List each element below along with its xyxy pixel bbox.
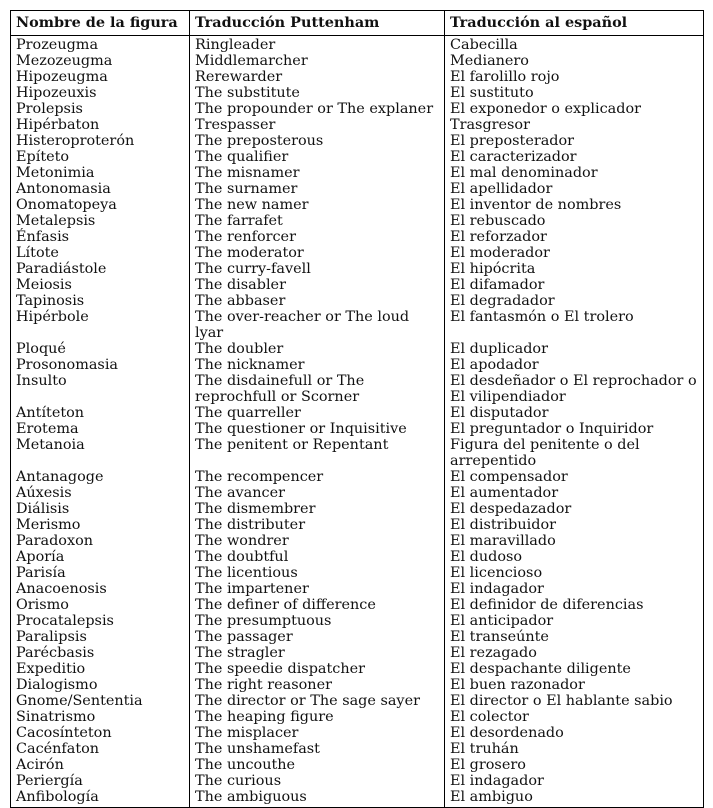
table-row [11,549,704,565]
figure-name-cell: Histeroproterón [11,133,190,149]
puttenham-cell: The uncouthe [190,757,445,773]
puttenham-cell: The distributer [190,517,445,533]
spanish-cell: El ambiguo [445,789,704,808]
spanish-cell: El preposterador [445,133,704,149]
puttenham-cell: The ambiguous [190,789,445,808]
figure-name-cell: Cacosínteton [11,725,190,741]
spanish-cell: El dudoso [445,549,704,565]
puttenham-cell: The right reasoner [190,677,445,693]
puttenham-cell: The disabler [190,277,445,293]
table-row [11,469,704,485]
puttenham-cell: The definer of difference [190,597,445,613]
spanish-cell: El desordenado [445,725,704,741]
puttenham-cell: The director or The sage sayer [190,693,445,709]
puttenham-cell: Middlemarcher [190,53,445,69]
figure-name-cell: Aúxesis [11,485,190,501]
puttenham-cell: The renforcer [190,229,445,245]
table-row [11,693,704,709]
puttenham-cell: The farrafet [190,213,445,229]
spanish-cell: El transeúnte [445,629,704,645]
table-row [11,309,704,341]
spanish-cell: El indagador [445,581,704,597]
figure-name-cell: Anfibología [11,789,190,808]
spanish-cell: El rebuscado [445,213,704,229]
figure-name-cell: Hipozeuxis [11,85,190,101]
puttenham-cell: The unshamefast [190,741,445,757]
spanish-cell: El apellidador [445,181,704,197]
table-row [11,357,704,373]
figure-name-cell: Diálisis [11,501,190,517]
figure-name-cell: Sinatrismo [11,709,190,725]
figure-name-cell: Procatalepsis [11,613,190,629]
puttenham-cell: The doubtful [190,549,445,565]
figure-name-cell: Merismo [11,517,190,533]
spanish-cell: El degradador [445,293,704,309]
table-row [11,629,704,645]
figure-name-cell: Expeditio [11,661,190,677]
table-row [11,677,704,693]
table-row [11,757,704,773]
spanish-cell: El reforzador [445,229,704,245]
puttenham-cell: The questioner or Inquisitive [190,421,445,437]
puttenham-cell: The heaping figure [190,709,445,725]
puttenham-cell: The propounder or The explaner [190,101,445,117]
spanish-cell: El difamador [445,277,704,293]
figure-name-cell: Orismo [11,597,190,613]
puttenham-cell: The abbaser [190,293,445,309]
puttenham-cell: The moderator [190,245,445,261]
table-row [11,53,704,69]
puttenham-cell: The substitute [190,85,445,101]
figure-name-cell: Metanoia [11,437,190,469]
spanish-cell: El disputador [445,405,704,421]
puttenham-cell: The curry-favell [190,261,445,277]
spanish-cell: El preguntador o Inquiridor [445,421,704,437]
table-row [11,725,704,741]
puttenham-cell: Rerewarder [190,69,445,85]
table-row [11,149,704,165]
figure-name-cell: Paradiástole [11,261,190,277]
figure-name-cell: Onomatopeya [11,197,190,213]
spanish-cell: El despedazador [445,501,704,517]
table-row [11,245,704,261]
header-figure-name: Nombre de la figura [11,11,190,36]
puttenham-cell: The wondrer [190,533,445,549]
table-row [11,181,704,197]
spanish-cell: Figura del penitente o del arrepentido [445,437,704,469]
table-row [11,501,704,517]
puttenham-cell: The penitent or Repentant [190,437,445,469]
header-spanish-translation: Traducción al español [445,11,704,36]
figure-name-cell: Paralipsis [11,629,190,645]
figure-name-cell: Prosonomasia [11,357,190,373]
figures-table [10,10,704,808]
spanish-cell: El sustituto [445,85,704,101]
figure-name-cell: Énfasis [11,229,190,245]
spanish-cell: El caracterizador [445,149,704,165]
header-row [11,11,704,36]
spanish-cell: El exponedor o explicador [445,101,704,117]
figure-name-cell: Aporía [11,549,190,565]
puttenham-cell: Ringleader [190,36,445,54]
figure-name-cell: Parisía [11,565,190,581]
header-puttenham-translation: Traducción Puttenham [190,11,445,36]
figure-name-cell: Antanagoge [11,469,190,485]
puttenham-cell: The misplacer [190,725,445,741]
table-row [11,581,704,597]
table-row [11,661,704,677]
figure-name-cell: Hipérbaton [11,117,190,133]
table-row [11,213,704,229]
spanish-cell: El anticipador [445,613,704,629]
puttenham-cell: The surnamer [190,181,445,197]
puttenham-cell: The new namer [190,197,445,213]
spanish-cell: El rezagado [445,645,704,661]
spanish-cell: El licencioso [445,565,704,581]
table-row [11,437,704,469]
figure-name-cell: Lítote [11,245,190,261]
puttenham-cell: The over-reacher or The loud lyar [190,309,445,341]
table-row [11,373,704,405]
figure-name-cell: Cacénfaton [11,741,190,757]
table-row [11,485,704,501]
figure-name-cell: Metonimia [11,165,190,181]
figure-name-cell: Prolepsis [11,101,190,117]
spanish-cell: El indagador [445,773,704,789]
spanish-cell: El duplicador [445,341,704,357]
table-row [11,36,704,54]
figure-name-cell: Acirón [11,757,190,773]
table-row [11,133,704,149]
puttenham-cell: The preposterous [190,133,445,149]
figure-name-cell: Dialogismo [11,677,190,693]
spanish-cell: El hipócrita [445,261,704,277]
spanish-cell: El compensador [445,469,704,485]
figure-name-cell: Anacoenosis [11,581,190,597]
table-header [11,11,704,36]
table-row [11,597,704,613]
puttenham-cell: The quarreller [190,405,445,421]
spanish-cell: El colector [445,709,704,725]
figure-name-cell: Ploqué [11,341,190,357]
spanish-cell: El mal denominador [445,165,704,181]
spanish-cell: Trasgresor [445,117,704,133]
spanish-cell: El aumentador [445,485,704,501]
puttenham-cell: The nicknamer [190,357,445,373]
spanish-cell: Cabecilla [445,36,704,54]
table-row [11,421,704,437]
puttenham-cell: The recompencer [190,469,445,485]
spanish-cell: El fantasmón o El trolero [445,309,704,341]
figure-name-cell: Hipérbole [11,309,190,341]
table-row [11,101,704,117]
puttenham-cell: The misnamer [190,165,445,181]
figure-name-cell: Erotema [11,421,190,437]
table-row [11,565,704,581]
table-row [11,709,704,725]
spanish-cell: El maravillado [445,533,704,549]
spanish-cell: El director o El hablante sabio [445,693,704,709]
spanish-cell: El buen razonador [445,677,704,693]
puttenham-cell: The curious [190,773,445,789]
table-row [11,293,704,309]
puttenham-cell: The avancer [190,485,445,501]
figure-name-cell: Gnome/Sententia [11,693,190,709]
spanish-cell: Medianero [445,53,704,69]
table-row [11,197,704,213]
puttenham-cell: The licentious [190,565,445,581]
spanish-cell: El apodador [445,357,704,373]
table-row [11,741,704,757]
figure-name-cell: Periergía [11,773,190,789]
spanish-cell: El distribuidor [445,517,704,533]
figure-name-cell: Metalepsis [11,213,190,229]
table-row [11,405,704,421]
figure-name-cell: Tapinosis [11,293,190,309]
table-row [11,165,704,181]
table-row [11,645,704,661]
table-row [11,229,704,245]
figure-name-cell: Antonomasia [11,181,190,197]
table-row [11,533,704,549]
figure-name-cell: Insulto [11,373,190,405]
table-row [11,613,704,629]
table-body [11,36,704,808]
spanish-cell: El definidor de diferencias [445,597,704,613]
table-row [11,341,704,357]
puttenham-cell: The speedie dispatcher [190,661,445,677]
puttenham-cell: Trespasser [190,117,445,133]
puttenham-cell: The dismembrer [190,501,445,517]
figure-name-cell: Paradoxon [11,533,190,549]
puttenham-cell: The passager [190,629,445,645]
spanish-cell: El desdeñador o El reprochador o El vilipendiador [445,373,704,405]
figure-name-cell: Hipozeugma [11,69,190,85]
figure-name-cell: Parécbasis [11,645,190,661]
table-row [11,117,704,133]
figure-name-cell: Meiosis [11,277,190,293]
spanish-cell: El truhán [445,741,704,757]
puttenham-cell: The doubler [190,341,445,357]
table-row [11,69,704,85]
spanish-cell: El moderador [445,245,704,261]
table-row [11,517,704,533]
figure-name-cell: Antíteton [11,405,190,421]
puttenham-cell: The qualifier [190,149,445,165]
puttenham-cell: The stragler [190,645,445,661]
spanish-cell: El grosero [445,757,704,773]
puttenham-cell: The disdainefull or The reprochfull or Scorner [190,373,445,405]
spanish-cell: El inventor de nombres [445,197,704,213]
table-row [11,277,704,293]
table-row [11,85,704,101]
table-row [11,261,704,277]
spanish-cell: El despachante diligente [445,661,704,677]
figure-name-cell: Mezozeugma [11,53,190,69]
figure-name-cell: Epíteto [11,149,190,165]
puttenham-cell: The impartener [190,581,445,597]
figure-name-cell: Prozeugma [11,36,190,54]
spanish-cell: El farolillo rojo [445,69,704,85]
table-row [11,773,704,789]
puttenham-cell: The presumptuous [190,613,445,629]
